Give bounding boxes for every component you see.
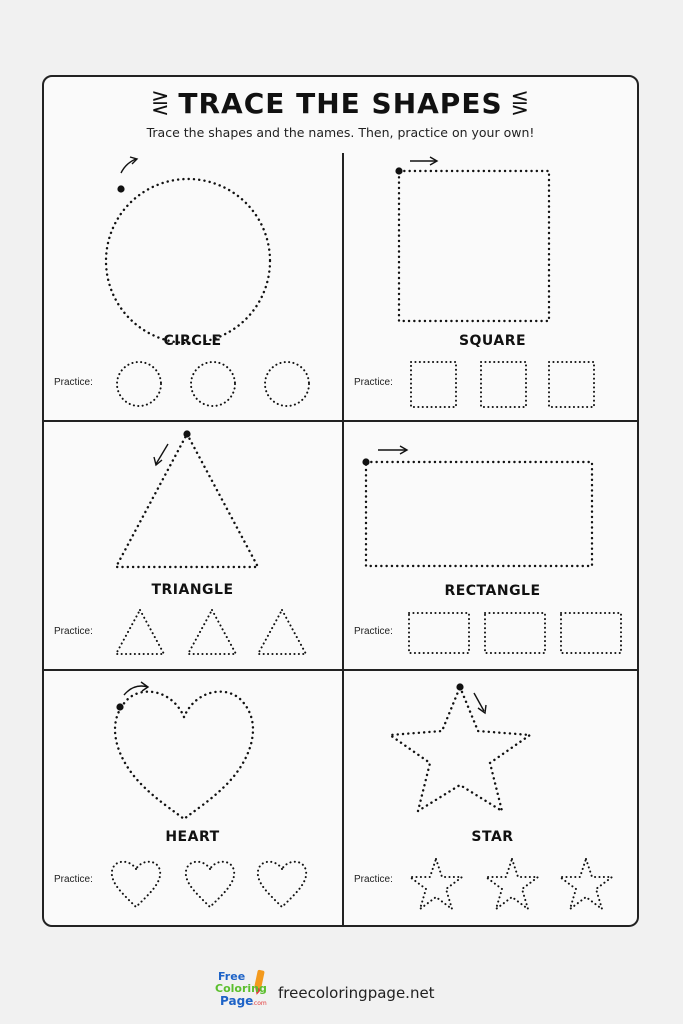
practice-square-icon — [546, 359, 598, 411]
practice-star-icon — [482, 855, 542, 915]
shape-cell-circle — [44, 153, 341, 401]
practice-row-rectangle — [406, 610, 638, 656]
practice-triangle-icon — [254, 606, 310, 658]
shape-name-heart: HEART — [165, 829, 220, 845]
svg-text:.com: .com — [252, 1000, 267, 1007]
practice-row-square — [406, 359, 636, 409]
svg-text:Free: Free — [218, 970, 246, 983]
worksheet-title — [44, 87, 637, 120]
practice-heart-icon — [108, 857, 164, 913]
practice-row-star — [406, 855, 638, 915]
practice-row-circle — [112, 359, 332, 409]
worksheet — [42, 75, 639, 927]
shape-name-square: SQUARE — [458, 333, 527, 349]
practice-circle-icon — [262, 359, 312, 409]
shape-name-triangle: TRIANGLE — [151, 582, 234, 598]
practice-circle-icon — [114, 359, 164, 409]
practice-label: Practice: — [54, 626, 93, 637]
practice-square-icon — [408, 359, 460, 411]
svg-text:Page: Page — [220, 994, 254, 1008]
site-url-link[interactable]: freecoloringpage.net — [278, 984, 435, 1002]
shape-name-star: STAR — [471, 829, 514, 845]
shape-cell-heart — [44, 671, 341, 919]
practice-label: Practice: — [54, 874, 93, 885]
shape-name-circle: CIRCLE — [163, 333, 222, 349]
practice-heart-icon — [182, 857, 238, 913]
practice-circle-icon — [188, 359, 238, 409]
practice-row-heart — [108, 857, 336, 913]
shape-cell-square — [344, 153, 641, 401]
practice-rectangle-icon — [482, 610, 548, 656]
practice-square-icon — [478, 359, 530, 411]
shape-cell-star — [344, 671, 641, 919]
practice-label: Practice: — [354, 626, 393, 637]
practice-heart-icon — [254, 857, 310, 913]
title-decoration-left: ⋛ — [150, 91, 171, 116]
svg-text:Coloring: Coloring — [215, 982, 267, 995]
shape-cell-rectangle — [344, 422, 641, 670]
free-coloring-page-logo — [214, 966, 272, 1012]
shape-cell-triangle — [44, 422, 341, 670]
practice-row-triangle — [110, 606, 335, 658]
practice-rectangle-icon — [406, 610, 472, 656]
title-decoration-right: ⋚ — [510, 91, 531, 116]
practice-triangle-icon — [112, 606, 168, 658]
practice-label: Practice: — [354, 874, 393, 885]
practice-label: Practice: — [354, 377, 393, 388]
practice-star-icon — [556, 855, 616, 915]
practice-star-icon — [406, 855, 466, 915]
practice-rectangle-icon — [558, 610, 624, 656]
site-footer — [214, 966, 474, 1012]
title-text: TRACE THE SHAPES — [178, 87, 503, 120]
shape-name-rectangle: RECTANGLE — [444, 583, 541, 599]
practice-label: Practice: — [54, 377, 93, 388]
practice-triangle-icon — [184, 606, 240, 658]
worksheet-subtitle: Trace the shapes and the names. Then, practice on your own! — [146, 125, 535, 140]
